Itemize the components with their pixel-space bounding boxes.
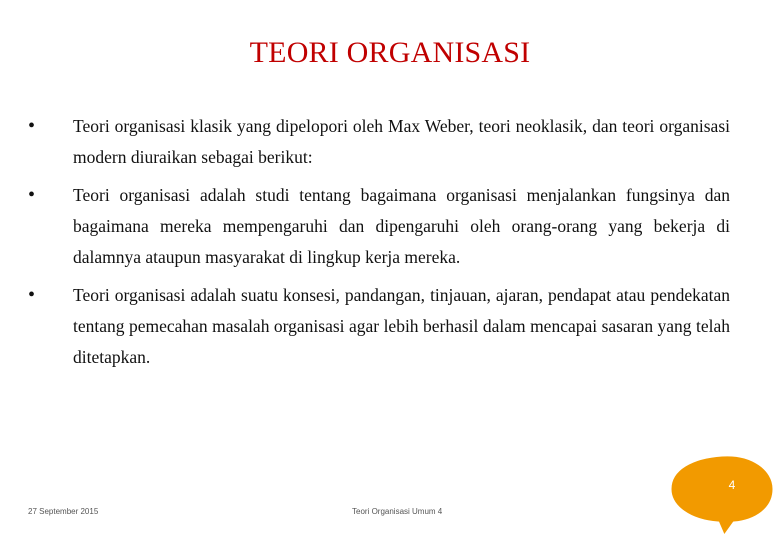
bullet-list (28, 111, 730, 380)
bullet-item (28, 111, 730, 173)
page-number: 4 (728, 478, 736, 492)
bullet-text: Teori organisasi adalah studi tentang bagaimana organisasi menjalankan fungsinya dan bagaimana mereka mempengaruhi dan dipengaruhi oleh orang-orang yang bekerja di dalamnya ataupun masyarakat di lingkup kerja mereka. (73, 185, 730, 267)
slide-title: TEORI ORGANISASI (249, 36, 531, 69)
footer-date: 27 September 2015 (28, 507, 99, 516)
bullet-text: Teori organisasi klasik yang dipelopori oleh Max Weber, teori neoklasik, dan teori organisasi modern diuraikan sebagai berikut: (73, 116, 730, 167)
footer-center-text: Teori Organisasi Umum 4 (352, 507, 443, 516)
bullet-text: Teori organisasi adalah suatu konsesi, pandangan, tinjauan, ajaran, pendapat atau pendekatan tentang pemecahan masalah organisasi agar lebih berhasil dalam mencapai sasaran yang telah ditetapkan. (73, 285, 730, 367)
speech-bubble-icon (652, 447, 780, 540)
bullet-dot-icon: • (28, 184, 36, 206)
bullet-item (28, 180, 730, 273)
bullet-item (28, 280, 730, 373)
bullet-dot-icon: • (28, 284, 36, 306)
bullet-dot-icon: • (28, 115, 36, 137)
